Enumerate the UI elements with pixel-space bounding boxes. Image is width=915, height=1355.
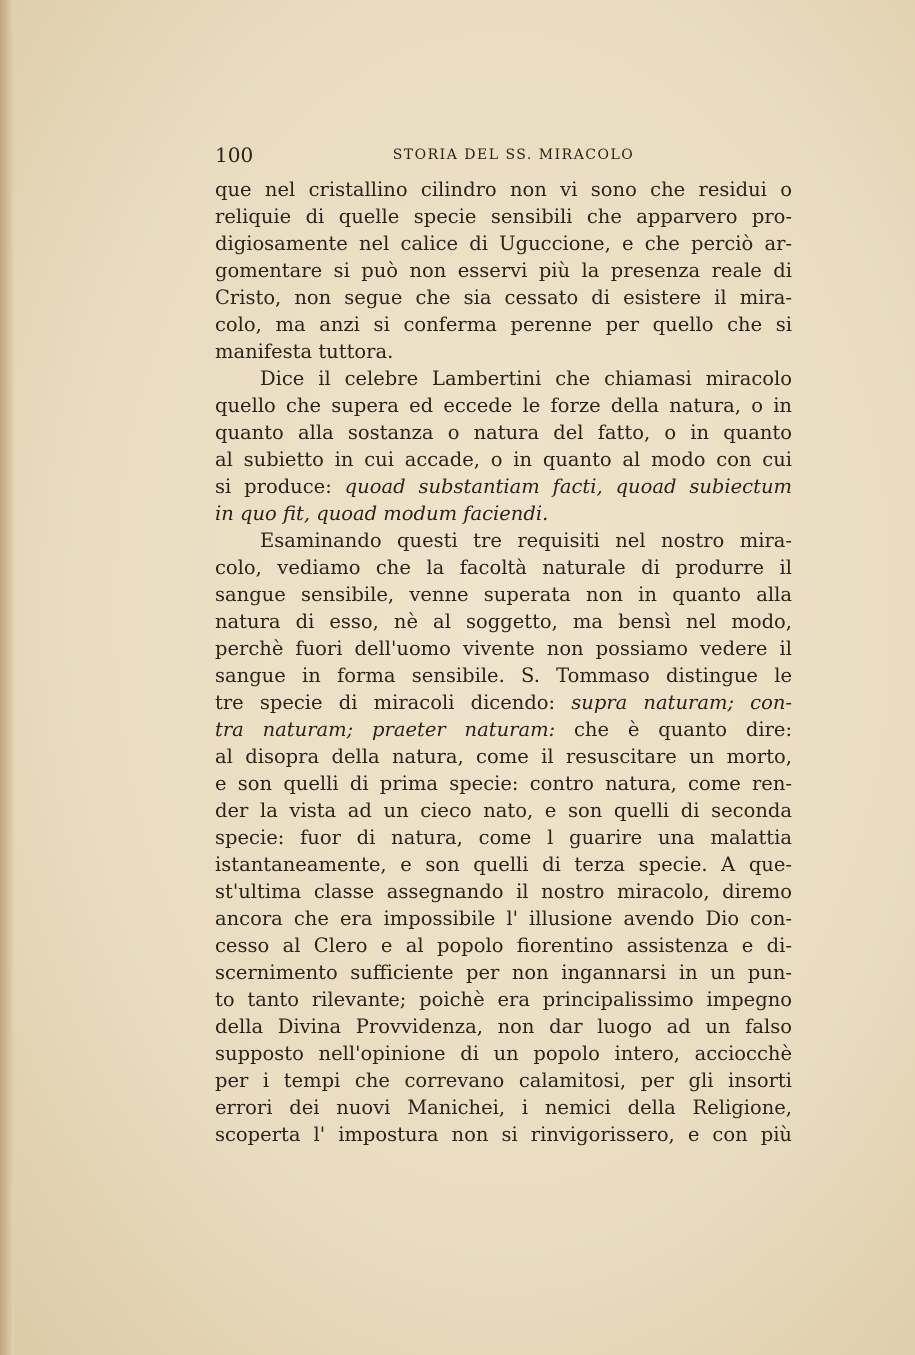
text-line xyxy=(215,770,792,797)
text-segment: ancora che era impossibile l' illusione avendo Dio con- xyxy=(215,907,792,930)
text-segment: tre specie di miracoli dicendo: xyxy=(215,691,572,714)
text-line xyxy=(215,392,792,419)
page-edge xyxy=(0,0,14,1355)
text-segment: scoperta l' impostura non si rinvigorissero, e con più xyxy=(215,1123,792,1146)
text-segment: Cristo, non segue che sia cessato di esistere il mira- xyxy=(215,286,792,309)
text-line xyxy=(215,1094,792,1121)
text-segment: gomentare si può non esservi più la presenza reale di xyxy=(215,259,792,282)
text-line xyxy=(215,257,792,284)
italic-latin-text: supra naturam; con- xyxy=(571,691,792,714)
text-segment: natura di esso, nè al soggetto, ma bensì nel modo, xyxy=(215,610,792,633)
text-line xyxy=(215,851,792,878)
page-number: 100 xyxy=(215,143,254,167)
text-line xyxy=(215,311,792,338)
text-line xyxy=(215,824,792,851)
text-line xyxy=(215,1013,792,1040)
text-segment: Dice il celebre Lambertini che chiamasi miracolo xyxy=(260,367,792,390)
text-segment: della Divina Provvidenza, non dar luogo ad un falso xyxy=(215,1015,792,1038)
text-line xyxy=(215,716,792,743)
text-line xyxy=(215,203,792,230)
text-line xyxy=(215,986,792,1013)
text-segment: al disopra della natura, come il resuscitare un morto, xyxy=(215,745,792,768)
text-line xyxy=(215,581,792,608)
text-line xyxy=(215,1121,792,1148)
text-line xyxy=(215,878,792,905)
text-line xyxy=(215,284,792,311)
text-segment: quanto alla sostanza o natura del fatto, o in quanto xyxy=(215,421,792,444)
text-segment: colo, vediamo che la facoltà naturale di produrre il xyxy=(215,556,792,579)
text-line xyxy=(215,662,792,689)
text-segment: errori dei nuovi Manichei, i nemici della Religione, xyxy=(215,1096,792,1119)
text-segment: specie: fuor di natura, come l guarire una malattia xyxy=(215,826,792,849)
text-line xyxy=(215,473,792,500)
text-segment: sangue sensibile, venne superata non in quanto alla xyxy=(215,583,792,606)
body-text xyxy=(215,176,792,1148)
text-segment: che è quanto dire: xyxy=(573,718,793,741)
text-line xyxy=(215,797,792,824)
text-segment: manifesta tuttora. xyxy=(215,340,394,363)
text-segment: quello che supera ed eccede le forze della natura, o in xyxy=(215,394,792,417)
text-segment: colo, ma anzi si conferma perenne per quello che si xyxy=(215,313,792,336)
text-line xyxy=(215,554,792,581)
text-segment: scernimento sufficiente per non ingannarsi in un pun- xyxy=(215,961,792,984)
text-line xyxy=(215,446,792,473)
text-segment: si produce: xyxy=(215,475,345,498)
text-segment: der la vista ad un cieco nato, e son quelli di seconda xyxy=(215,799,792,822)
italic-latin-text: tra naturam; praeter naturam: xyxy=(215,718,574,741)
text-segment: cesso al Clero e al popolo fiorentino assistenza e di- xyxy=(215,934,792,957)
text-segment: per i tempi che correvano calamitosi, per gli insorti xyxy=(215,1069,792,1092)
text-line xyxy=(215,635,792,662)
text-segment: que nel cristallino cilindro non vi sono che residui o xyxy=(215,178,792,201)
text-segment: istantaneamente, e son quelli di terza specie. A que- xyxy=(215,853,792,876)
italic-latin-text: quoad substantiam facti, quoad subiectum xyxy=(344,475,792,498)
text-line xyxy=(215,176,792,203)
text-line xyxy=(215,608,792,635)
text-segment: to tanto rilevante; poichè era principalissimo impegno xyxy=(215,988,792,1011)
text-segment: al subietto in cui accade, o in quanto al modo con cui xyxy=(215,448,792,471)
text-line xyxy=(215,500,792,527)
text-segment: digiosamente nel calice di Uguccione, e che perciò ar- xyxy=(215,232,792,255)
text-segment: Esaminando questi tre requisiti nel nostro mira- xyxy=(260,529,792,552)
text-line xyxy=(215,338,792,365)
page-header xyxy=(215,143,792,167)
italic-latin-text: in quo fit, quoad modum faciendi. xyxy=(215,502,549,525)
text-line xyxy=(215,1067,792,1094)
text-line xyxy=(215,905,792,932)
text-line xyxy=(215,1040,792,1067)
text-segment: supposto nell'opinione di un popolo intero, acciocchè xyxy=(215,1042,792,1065)
text-segment: st'ultima classe assegnando il nostro miracolo, diremo xyxy=(215,880,792,903)
text-segment: reliquie di quelle specie sensibili che apparvero pro- xyxy=(215,205,792,228)
text-line xyxy=(215,365,792,392)
text-segment: perchè fuori dell'uomo vivente non possiamo vedere il xyxy=(215,637,792,660)
text-line xyxy=(215,932,792,959)
text-line xyxy=(215,230,792,257)
text-segment: sangue in forma sensibile. S. Tommaso distingue le xyxy=(215,664,792,687)
text-line xyxy=(215,419,792,446)
running-title: STORIA DEL SS. MIRACOLO xyxy=(392,147,635,163)
text-line xyxy=(215,689,792,716)
text-line xyxy=(215,959,792,986)
text-line xyxy=(215,743,792,770)
text-line xyxy=(215,527,792,554)
text-segment: e son quelli di prima specie: contro natura, come ren- xyxy=(215,772,792,795)
